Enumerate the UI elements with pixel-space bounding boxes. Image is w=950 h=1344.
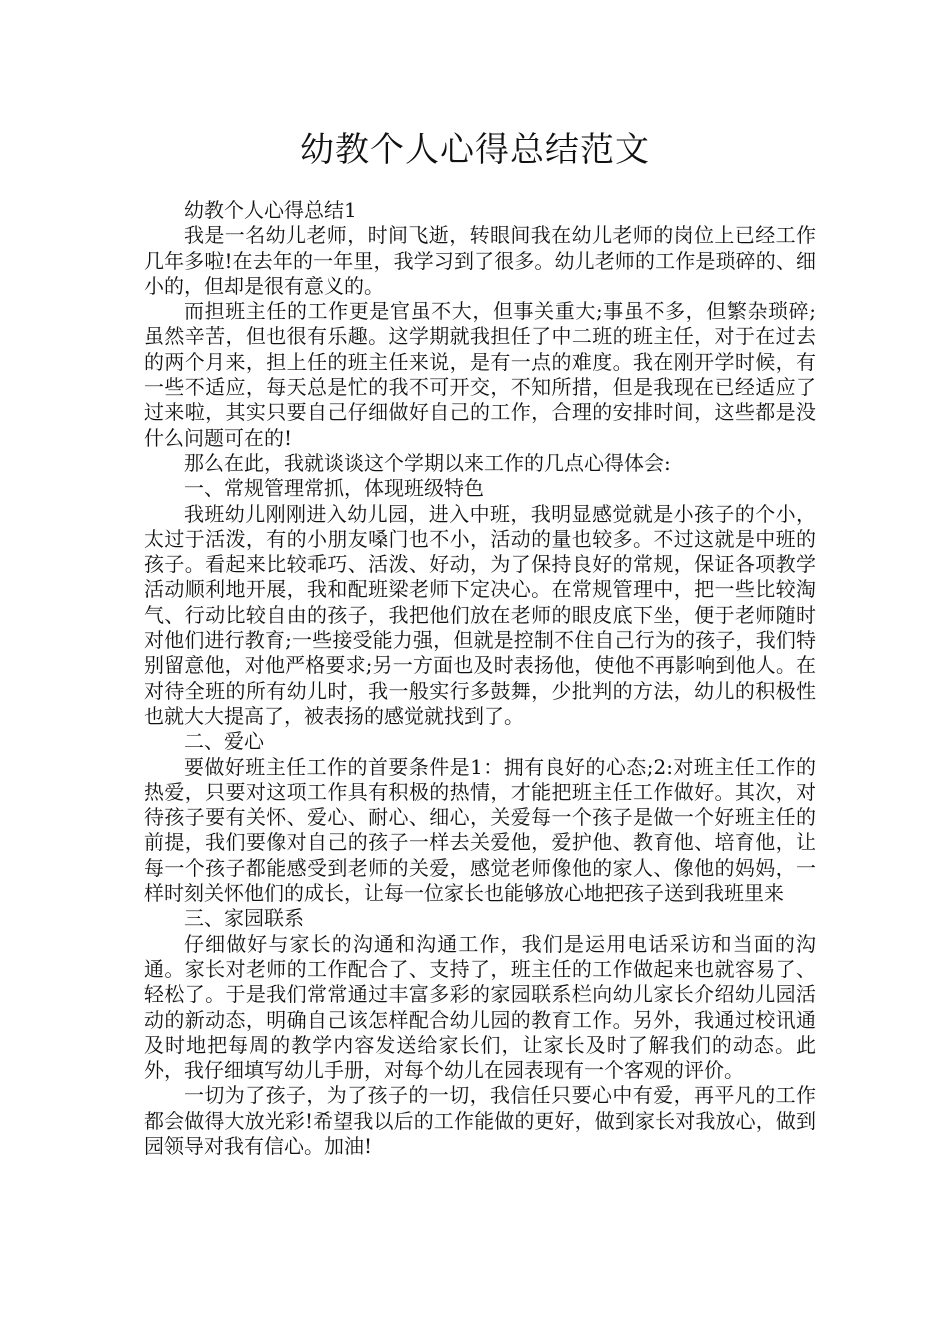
section-heading: 一、常规管理常抓，体现班级特色 (184, 476, 484, 501)
document-title: 幼教个人心得总结范文 (300, 130, 650, 170)
body-paragraph: 仔细做好与家长的沟通和沟通工作，我们是运用电话采访和当面的沟通。家长对老师的工作配合了、支持了，班主任的工作做起来也就容易了、轻松了。于是我们常常通过丰富多彩的家园联系栏向幼儿家长介绍幼儿园活动的新动态，明确自己该怎样配合幼儿园的教育工作。另外，我通过校讯通及时地把每周的教学内容发送给家长们，让家长及时了解我们的动态。此外，我仔细填写幼儿手册，对每个幼儿在园表现有一个客观的评价。 (144, 931, 816, 1083)
body-paragraph: 那么在此，我就谈谈这个学期以来工作的几点心得体会: (184, 450, 671, 475)
body-paragraph: 要做好班主任工作的首要条件是1：拥有良好的心态;2:对班主任工作的热爱，只要对这项工作具有积极的热情，才能把班主任工作做好。其次，对待孩子要有关怀、爱心、耐心、细心，关爱每一个孩子是做一个好班主任的前提，我们要像对自己的孩子一样去关爱他，爱护他、教育他、培育他，让每一个孩子都能感受到老师的关爱，感觉老师像他的家人、像他的妈妈，一样时刻关怀他们的成长，让每一位家长也能够放心地把孩子送到我班里来 (144, 754, 816, 906)
document-body (144, 198, 816, 1159)
body-paragraph: 我班幼儿刚刚进入幼儿园，进入中班，我明显感觉就是小孩子的个小，太过于活泼，有的小朋友嗓门也不小，活动的量也较多。不过这就是中班的孩子。看起来比较乖巧、活泼、好动，为了保持良好的常规，保证各项教学活动顺利地开展，我和配班梁老师下定决心。在常规管理中，把一些比较淘气、行动比较自由的孩子，我把他们放在老师的眼皮底下坐，便于老师随时对他们进行教育;一些接受能力强，但就是控制不住自己行为的孩子，我们特别留意他，对他严格要求;另一方面也及时表扬他，使他不再影响到他人。在对待全班的所有幼儿时，我一般实行多鼓舞，少批判的方法，幼儿的积极性也就大大提高了，被表扬的感觉就找到了。 (144, 501, 816, 728)
section-heading: 二、爱心 (184, 729, 264, 754)
body-paragraph: 我是一名幼儿老师，时间飞逝，转眼间我在幼儿老师的岗位上已经工作几年多啦!在去年的一年里，我学习到了很多。幼儿老师的工作是琐碎的、细小的，但却是很有意义的。 (144, 223, 816, 298)
body-paragraph: 而担班主任的工作更是官虽不大，但事关重大;事虽不多，但繁杂琐碎;虽然辛苦，但也很有乐趣。这学期就我担任了中二班的班主任，对于在过去的两个月来，担上任的班主任来说，是有一点的难度。我在刚开学时候，有一些不适应，每天总是忙的我不可开交，不知所措，但是我现在已经适应了过来啦，其实只要自己仔细做好自己的工作，合理的安排时间，这些都是没什么问题可在的! (144, 299, 816, 450)
section-heading: 三、家园联系 (184, 906, 304, 931)
body-paragraph: 一切为了孩子，为了孩子的一切，我信任只要心中有爱，再平凡的工作都会做得大放光彩!希望我以后的工作能做的更好，做到家长对我放心，做到园领导对我有信心。加油! (144, 1083, 816, 1158)
subtitle-paragraph: 幼教个人心得总结1 (184, 198, 357, 222)
